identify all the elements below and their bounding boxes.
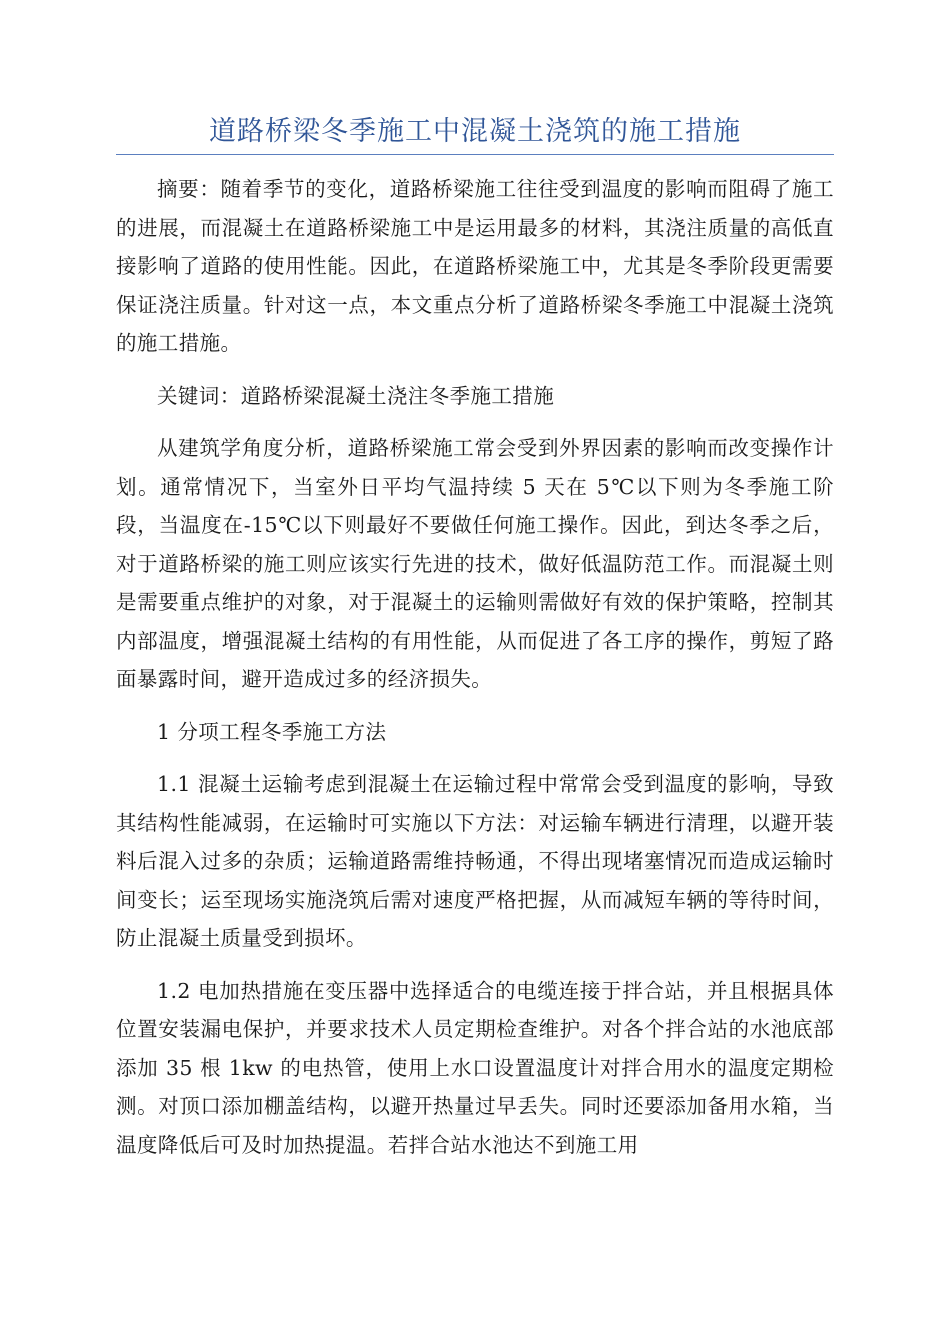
document-title: 道路桥梁冬季施工中混凝土浇筑的施工措施 bbox=[209, 116, 741, 147]
abstract-paragraph: 摘要：随着季节的变化，道路桥梁施工往往受到温度的影响而阻碍了施工的进展，而混凝土在道路桥梁施工中是运用最多的材料，其浇注质量的高低直接影响了道路的使用性能。因此，在道路桥梁施工中，尤其是冬季阶段更需要保证浇注质量。针对这一点，本文重点分析了道路桥梁冬季施工中混凝土浇筑的施工措施。 bbox=[116, 177, 834, 355]
keywords-paragraph: 关键词：道路桥梁混凝土浇注冬季施工措施 bbox=[157, 383, 555, 408]
title-underline bbox=[116, 154, 834, 155]
document-body bbox=[116, 170, 834, 1164]
subsection-1-1-paragraph: 1.1 混凝土运输考虑到混凝土在运输过程中常常会受到温度的影响，导致其结构性能减弱，在运输时可实施以下方法：对运输车辆进行清理，以避开装料后混入过多的杂质；运输道路需维持畅通，不得出现堵塞情况而造成运输时间变长；运至现场实施浇筑后需对速度严格把握，从而减短车辆的等待时间，防止混凝土质量受到损坏。 bbox=[116, 772, 834, 950]
section-heading-1: 1 分项工程冬季施工方法 bbox=[157, 719, 387, 744]
intro-paragraph: 从建筑学角度分析，道路桥梁施工常会受到外界因素的影响而改变操作计划。通常情况下，当室外日平均气温持续 5 天在 5℃以下则为冬季施工阶段，当温度在-15℃以下则最好不要做任何施工操作。因此，到达冬季之后，对于道路桥梁的施工则应该实行先进的技术，做好低温防范工作。而混凝土则是需要重点维护的对象，对于混凝土的运输则需做好有效的保护策略，控制其内部温度，增强混凝土结构的有用性能，从而促进了各工序的操作，剪短了路面暴露时间，避开造成过多的经济损失。 bbox=[116, 436, 834, 691]
subsection-1-2-paragraph: 1.2 电加热措施在变压器中选择适合的电缆连接于拌合站，并且根据具体位置安装漏电保护，并要求技术人员定期检查维护。对各个拌合站的水池底部添加 35 根 1kw 的电热管，使用上水口设置温度计对拌合用水的温度定期检测。对顶口添加棚盖结构，以避开热量过早丢失。同时还要添加备用水箱，当温度降低后可及时加热提温。若拌合站水池达不到施工用 bbox=[116, 978, 834, 1157]
